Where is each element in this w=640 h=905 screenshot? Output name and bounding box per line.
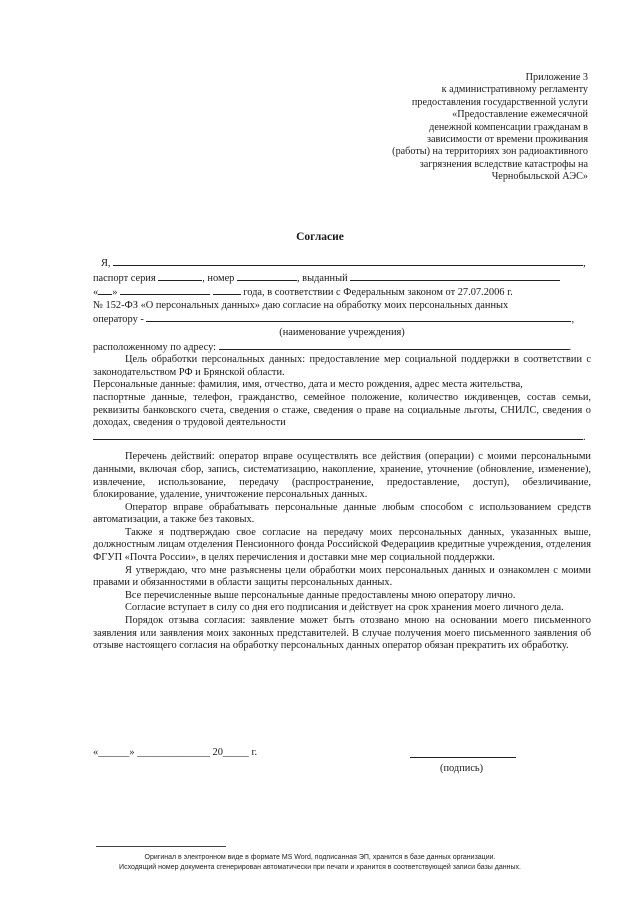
address-field[interactable] <box>219 340 569 350</box>
footer-note <box>0 853 640 873</box>
appendix-line: (работы) на территориях зон радиоактивного <box>392 146 588 158</box>
passport-number-label: , номер <box>202 272 235 284</box>
appendix-line: зависимости от времени проживания <box>426 134 588 146</box>
issued-by-field[interactable] <box>350 271 560 281</box>
passport-series-field[interactable] <box>158 271 202 281</box>
purpose-paragraph: Цель обработки персональных данных: предоставление мер социальной поддержки в соответствии с законодательством РФ и Брянской области. <box>93 354 591 378</box>
appendix-line: предоставления государственной услуги <box>411 96 588 108</box>
operator-field[interactable] <box>146 312 571 322</box>
i-prefix: Я, <box>101 258 111 269</box>
signature-date[interactable]: «______» ______________ 20_____ г. <box>93 747 258 758</box>
full-name-field[interactable] <box>113 256 583 266</box>
passport-number-field[interactable] <box>237 271 297 281</box>
appendix-line: Приложение 3 <box>525 72 588 83</box>
pd-extra-row: . <box>93 430 591 445</box>
date-close-quote: » <box>112 287 118 299</box>
footer-line-2: Исходящий номер документа сгенерирован автоматически при печати и хранится в соответствующей записи базы данных. <box>119 864 521 871</box>
name-row: Я, , <box>101 258 586 269</box>
issue-year-field[interactable] <box>213 285 241 295</box>
appendix-line: загрязнения вследствие катастрофы на <box>419 158 588 170</box>
law-text: года, в соответствии с Федеральным законом от 27.07.2006 г. <box>243 287 513 299</box>
document-title: Согласие <box>296 231 344 243</box>
actions-paragraph: Перечень действий: оператор вправе осуществлять все действия (операции) с моими персональными данными, включая сбор, запись, систематизацию, накопление, хранение, уточнение (обновление, изменение), извлечение, использование, передачу (распространение, предоставление, доступ), обезличивание, блокирование, удаление, уничтожение персональных данных. <box>93 451 591 501</box>
signature-line[interactable] <box>410 757 516 758</box>
personal-paragraph: Все перечисленные выше персональные данные предоставлены мною оператору лично. <box>125 589 516 601</box>
date-open-quote: « <box>93 287 99 299</box>
transfer-paragraph: Также я подтверждаю свое согласие на передачу моих персональных данных, указанных выше, должностным лицам отделения Пенсионного фонда Российской Федерациив кредитные учреждения, отделения ФГУП «Почта России», в целях перечисления и доставки мне мер социальной поддержки. <box>93 526 591 564</box>
issue-day-field[interactable] <box>98 285 112 295</box>
appendix-line: денежной компенсации гражданам в <box>429 121 588 133</box>
passport-row <box>93 271 591 286</box>
issue-date-row <box>93 285 591 300</box>
issued-label: , выданный <box>296 272 348 284</box>
address-row: расположенному по адресу: . <box>93 341 572 353</box>
appendix-line: Чернобыльской АЭС» <box>491 171 588 183</box>
pd-line1: Персональные данные: фамилия, имя, отчество, дата и место рождения, адрес места жительства, <box>93 379 523 391</box>
effect-paragraph: Согласие вступает в силу со дня его подписания и действует на срок хранения моего личного дела. <box>125 602 564 614</box>
operator-right-paragraph: Оператор вправе обрабатывать персональные данные любым способом с использованием средств автоматизации, а также без таковых. <box>93 501 591 526</box>
revoke-paragraph: Порядок отзыва согласия: заявление может быть отозвано мною на основании моего письменного заявления или заявления моих законных представителей. В случае получения моего письменного заявления об отзыве настоящего согласия на обработку персональных данных оператор обязан прекратить их обработку. <box>93 615 591 652</box>
address-prefix: расположенному по адресу: <box>93 341 217 353</box>
appendix-header <box>328 72 588 184</box>
appendix-line: к административному регламенту <box>441 84 588 96</box>
signature-label: (подпись) <box>440 763 484 774</box>
issue-month-field[interactable] <box>120 285 210 295</box>
passport-series-label: паспорт серия <box>93 272 156 284</box>
pd-line2: паспортные данные, телефон, гражданство, семейное положение, количество иждивенцев, состав семьи, реквизиты банковского счета, сведения о стаже, сведения о праве на социальные льготы, СНИЛС, сведения о доходах, сведения о трудовой деятельности <box>93 391 591 429</box>
operator-row: оператору - , <box>93 314 575 326</box>
law-line2: № 152-ФЗ «О персональных данных» даю согласие на обработку моих персональных данных <box>93 299 509 311</box>
affirm-paragraph: Я утверждаю, что мне разъяснены цели обработки моих персональных данных и ознакомлен с моими правами и обязанностями в области защиты персональных данных. <box>93 564 591 589</box>
footer-divider <box>96 846 226 847</box>
pd-extra-field[interactable] <box>93 430 583 440</box>
footer-line-1: Оригинал в электронном виде в формате MS Word, подписанная ЭП, хранится в базе данных организации. <box>144 854 496 861</box>
appendix-line: «Предоставление ежемесячной <box>452 109 588 121</box>
consent-body <box>93 256 591 653</box>
operator-prefix: оператору - <box>93 314 144 326</box>
institution-hint: (наименование учреждения) <box>279 326 405 338</box>
